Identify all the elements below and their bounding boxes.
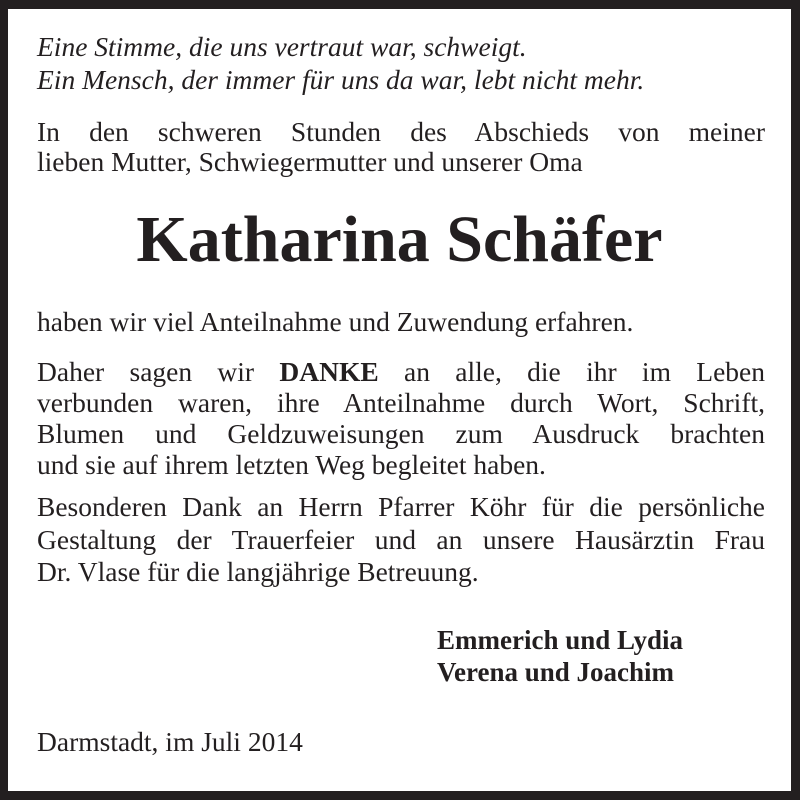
thanks-line: verbunden waren, ihre Anteilnahme durch Wort, Schrift, [37, 387, 765, 418]
thanks-line [37, 356, 765, 388]
special-thanks-line: Dr. Vlase für die langjährige Betreuung. [37, 556, 479, 587]
deceased-name: Katharina Schäfer [136, 203, 663, 276]
intro-line: In den schweren Stunden des Abschieds von meiner [37, 116, 765, 147]
special-thanks-line: Besonderen Dank an Herrn Pfarrer Köhr für die persönliche [37, 491, 765, 522]
received-line: haben wir viel Anteilnahme und Zuwendung erfahren. [37, 306, 634, 337]
thanks-line: und sie auf ihrem letzten Weg begleitet haben. [37, 449, 546, 480]
signature-line: Verena und Joachim [437, 657, 675, 687]
danke-word: DANKE [279, 356, 379, 387]
notice-content [8, 9, 791, 791]
motto-line: Ein Mensch, der immer für uns da war, lebt nicht mehr. [37, 64, 645, 95]
intro-line: lieben Mutter, Schwiegermutter und unserer Oma [37, 146, 583, 177]
signature-line: Emmerich und Lydia [437, 625, 684, 655]
motto-line: Eine Stimme, die uns vertraut war, schweigt. [37, 31, 527, 62]
thanks-line: Blumen und Geldzuweisungen zum Ausdruck brachten [37, 418, 765, 449]
thanks-pre: Daher sagen wir [37, 356, 255, 387]
special-thanks-line: Gestaltung der Trauerfeier und an unsere Hausärztin Frau [37, 524, 765, 555]
place-date: Darmstadt, im Juli 2014 [37, 726, 303, 757]
thanks-post: an alle, die ihr im Leben [404, 356, 765, 387]
